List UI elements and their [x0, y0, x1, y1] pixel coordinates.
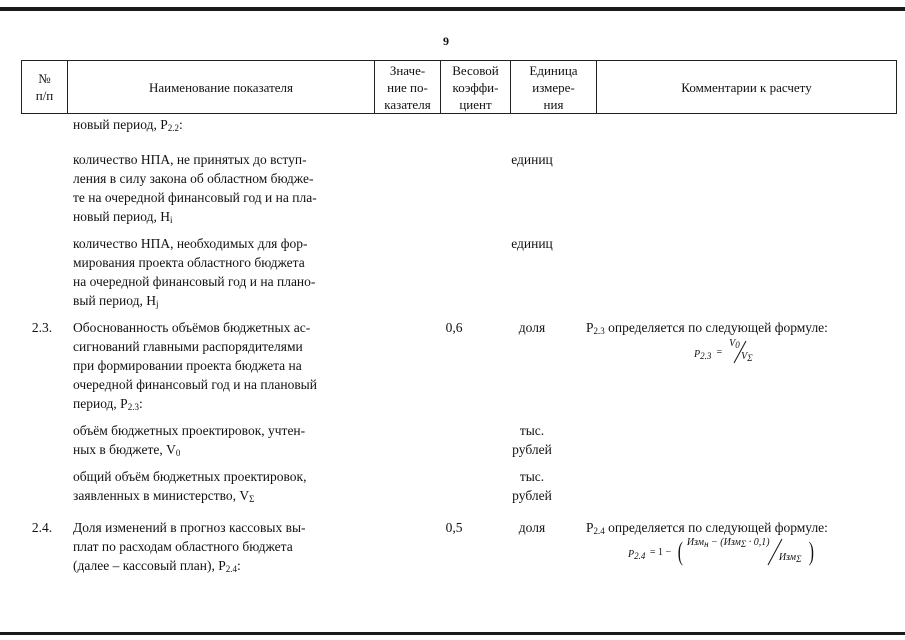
header-weight-line: Весовой [452, 62, 499, 78]
row-2-3-comment [586, 318, 876, 337]
header-weight-line: циент [459, 96, 492, 112]
subscript: j [155, 299, 159, 309]
text-line: количество НПА, необходимых для фор- [73, 236, 308, 251]
text-line: при формировании проекта бюджета на [73, 358, 302, 373]
text-line [73, 291, 351, 310]
formula-fraction [727, 340, 757, 364]
formula-sub: н [704, 539, 709, 549]
formula-sub: 2.4 [634, 550, 646, 561]
paren-left: ( [677, 537, 683, 566]
text-line [73, 394, 351, 413]
formula-symbol: P [694, 348, 701, 360]
subscript: 0 [175, 448, 181, 458]
header-unit [511, 61, 597, 113]
header-name [68, 61, 375, 113]
formula-fraction [687, 538, 805, 566]
formula-symbol: · 0,1) [746, 537, 770, 548]
formula-2-4 [628, 538, 816, 566]
text-line: Доля изменений в прогноз кассовых вы- [73, 520, 306, 535]
unit-line: рублей [512, 442, 552, 457]
table-header [21, 60, 897, 114]
header-comment-label: Комментарии к расчету [681, 79, 812, 95]
text-line [73, 207, 351, 226]
unit-line: рублей [512, 488, 552, 503]
formula-denominator [779, 552, 802, 563]
formula-sub: 0 [735, 340, 740, 350]
header-comment [597, 61, 896, 113]
formula-sub: Σ [747, 353, 753, 363]
formula-symbol: Изм [686, 537, 705, 548]
row-2-3-title [73, 318, 351, 413]
header-weight-line: коэффи- [452, 79, 499, 95]
unit-line: тыс. [519, 423, 545, 438]
text-tail: : [237, 558, 241, 573]
formula-equals: = [715, 346, 723, 358]
unit-line: тыс. [519, 469, 545, 484]
subscript: i [169, 215, 173, 225]
row-number-2-4: 2.4. [31, 520, 53, 535]
formula-sub: Σ [740, 539, 747, 549]
text-line-body: ных в бюджете, V [73, 442, 176, 457]
continuation-sub: 2.2 [167, 123, 179, 133]
text-line: те на очередной финансовый год и на пла- [73, 190, 317, 205]
text-line [73, 440, 351, 459]
formula-symbol: − (Изм [708, 537, 741, 548]
bottom-rule [0, 632, 905, 635]
header-unit-line: ния [543, 96, 564, 112]
page-number: 9 [443, 34, 449, 48]
formula-symbol: P [628, 548, 635, 560]
text-line: объём бюджетных проектировок, учтен- [73, 423, 306, 438]
header-number-line: п/п [35, 88, 54, 103]
formula-lhs [694, 349, 711, 360]
subscript: 2.3 [127, 402, 139, 412]
v0-unit [489, 421, 575, 459]
npa-needed-text [73, 234, 351, 310]
header-number-line: № [38, 71, 51, 86]
text-line: Обоснованность объёмов бюджетных ас- [73, 320, 311, 335]
formula-sub: 2.3 [700, 350, 712, 361]
vsum-unit [489, 467, 575, 505]
text-line: количество НПА, не принятых до вступ- [73, 152, 307, 167]
header-value-line: казателя [384, 96, 431, 112]
row-2-4-unit: доля [518, 520, 546, 535]
text-line: на очередной финансовый год и на плано- [73, 274, 316, 289]
formula-operator: = 1 − [649, 546, 672, 558]
header-unit-line: Единица [529, 62, 578, 78]
header-value [375, 61, 441, 113]
row-2-4-weight: 0,5 [445, 520, 463, 535]
continuation-line [73, 115, 183, 134]
formula-2-3 [694, 340, 757, 364]
row-number-2-3: 2.3. [31, 320, 53, 335]
header-weight [441, 61, 511, 113]
text-tail: : [138, 396, 143, 411]
comment-sub: 2.4 [593, 526, 605, 536]
paren-right: ) [809, 537, 815, 566]
comment-sub: 2.3 [593, 326, 605, 336]
subscript: 2.4 [225, 564, 238, 574]
top-rule [0, 7, 905, 11]
formula-lhs [628, 549, 645, 560]
text-line-body: заявленных в министерство, V [73, 488, 250, 503]
header-number [22, 61, 68, 113]
text-line: плат по расходам областного бюджета [73, 539, 293, 554]
continuation-text: новый период, P [73, 117, 168, 132]
text-line [73, 556, 351, 575]
row-2-4-title [73, 518, 351, 575]
formula-numerator [687, 537, 770, 548]
vsum-text [73, 467, 351, 505]
npa-not-adopted-unit: единиц [511, 152, 553, 167]
row-2-3-unit: доля [518, 320, 546, 335]
comment-text: P [586, 320, 594, 335]
subscript: Σ [249, 494, 255, 504]
text-line [73, 486, 351, 505]
formula-symbol: Изм [778, 552, 797, 563]
text-line-body: период, P [73, 396, 128, 411]
text-line: очередной финансовый год и на плановый [73, 377, 317, 392]
text-line-body: вый период, H [73, 293, 156, 308]
formula-symbol: V [741, 351, 748, 362]
header-value-line: Значе- [389, 62, 426, 78]
text-line-body: (далее – кассовый план), P [73, 558, 226, 573]
header-name-label: Наименование показателя [148, 79, 294, 95]
text-line-body: новый период, H [73, 209, 170, 224]
text-line: мирования проекта областного бюджета [73, 255, 305, 270]
formula-sub: Σ [796, 554, 802, 564]
text-line: сигнований главными распорядителями [73, 339, 303, 354]
comment-text: определяется по следующей формуле: [604, 320, 828, 335]
text-line: ления в силу закона об областном бюдже- [73, 171, 314, 186]
formula-symbol: V [729, 338, 736, 349]
header-unit-line: измере- [532, 79, 575, 95]
v0-text [73, 421, 351, 459]
npa-needed-unit: единиц [511, 236, 553, 251]
npa-not-adopted-text [73, 150, 351, 226]
continuation-tail: : [178, 117, 183, 132]
comment-text: P [586, 520, 594, 535]
row-2-3-weight: 0,6 [445, 320, 463, 335]
formula-denominator [741, 351, 752, 362]
text-line: общий объём бюджетных проектировок, [73, 469, 307, 484]
comment-text: определяется по следующей формуле: [604, 520, 828, 535]
header-value-line: ние по- [387, 79, 428, 95]
row-2-4-comment [586, 518, 876, 537]
